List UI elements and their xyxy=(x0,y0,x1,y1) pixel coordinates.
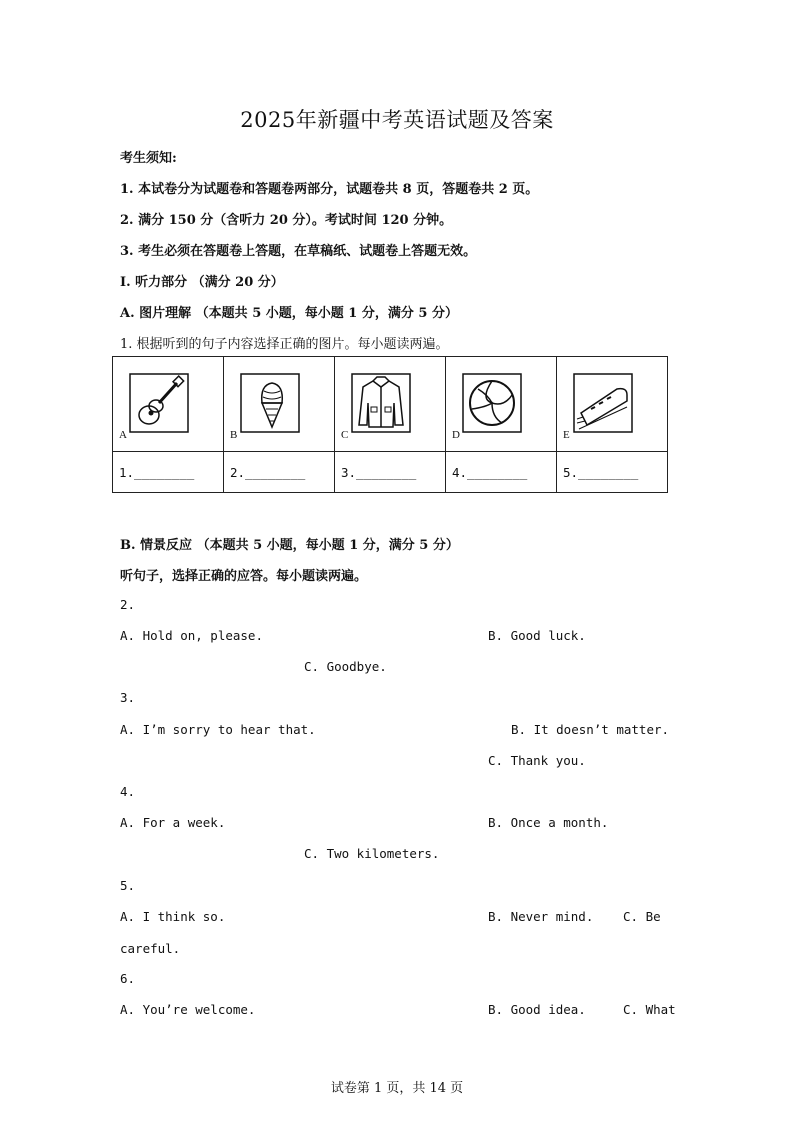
question-number: 4. xyxy=(120,784,136,799)
question-number: 3. xyxy=(120,690,136,705)
notice-item-1: 1. 本试卷分为试题卷和答题卷两部分，试题卷共 8 页，答题卷共 2 页。 xyxy=(120,182,539,197)
answer-blank-label: 1.________ xyxy=(119,464,195,480)
answer-blank-5[interactable] xyxy=(557,452,668,493)
part1-heading: I. 听力部分 （满分 20 分） xyxy=(120,275,284,290)
picture-cell-b xyxy=(224,357,335,452)
section-a-instruction: 1. 根据听到的句子内容选择正确的图片。每小题读两遍。 xyxy=(120,337,449,352)
picture-cell-c xyxy=(335,357,446,452)
page-footer: 试卷第 1 页，共 14 页 xyxy=(330,1081,464,1096)
section-b-instruction: 听句子，选择正确的应答。每小题读两遍。 xyxy=(120,569,368,584)
answer-blank-2[interactable] xyxy=(224,452,335,493)
train-icon xyxy=(573,373,633,433)
picture-cell-d xyxy=(446,357,557,452)
ice-cream-icon xyxy=(240,373,300,433)
picture-letter-b: B xyxy=(230,429,238,441)
question-number: 6. xyxy=(120,971,136,986)
guitar-icon xyxy=(129,373,189,433)
notice-item-2: 2. 满分 150 分（含听力 20 分）。考试时间 120 分钟。 xyxy=(120,213,453,228)
option-b: B. Good luck. xyxy=(488,628,586,643)
option-b: B. It doesn’t matter. xyxy=(511,722,670,737)
option-a: A. I’m sorry to hear that. xyxy=(120,722,316,737)
option-c: C. Thank you. xyxy=(488,753,586,768)
option-b: B. Good idea. xyxy=(488,1002,586,1017)
answer-blank-1[interactable] xyxy=(113,452,224,493)
answer-blank-label: 3.________ xyxy=(341,464,417,480)
question-number: 2. xyxy=(120,597,136,612)
section-a-heading: A. 图片理解 （本题共 5 小题，每小题 1 分，满分 5 分） xyxy=(120,306,458,321)
picture-cell-e xyxy=(557,357,668,452)
notice-heading: 考生须知: xyxy=(120,151,177,166)
option-c: C. What xyxy=(623,1002,676,1017)
jacket-icon xyxy=(351,373,411,433)
option-c: C. Two kilometers. xyxy=(304,846,440,861)
option-b: B. Never mind. xyxy=(488,909,594,924)
picture-letter-e: E xyxy=(563,429,570,441)
option-a: A. Hold on, please. xyxy=(120,628,263,643)
picture-letter-d: D xyxy=(452,429,460,441)
option-c-continued: careful. xyxy=(120,941,181,956)
page-title: 2025年新疆中考英语试题及答案 xyxy=(240,108,554,132)
answer-blank-label: 5.________ xyxy=(563,464,639,480)
question-number: 5. xyxy=(120,878,136,893)
answer-blank-3[interactable] xyxy=(335,452,446,493)
picture-cell-a xyxy=(113,357,224,452)
picture-letter-a: A xyxy=(119,429,127,441)
option-a: A. For a week. xyxy=(120,815,226,830)
answer-blank-label: 4.________ xyxy=(452,464,528,480)
notice-item-3: 3. 考生必须在答题卷上答题，在草稿纸、试题卷上答题无效。 xyxy=(120,244,477,259)
section-b-heading: B. 情景反应 （本题共 5 小题，每小题 1 分，满分 5 分） xyxy=(120,538,459,553)
option-a: A. I think so. xyxy=(120,909,226,924)
answer-blank-4[interactable] xyxy=(446,452,557,493)
option-c: C. Be xyxy=(623,909,661,924)
picture-letter-c: C xyxy=(341,429,349,441)
option-a: A. You’re welcome. xyxy=(120,1002,256,1017)
option-b: B. Once a month. xyxy=(488,815,609,830)
option-c: C. Goodbye. xyxy=(304,659,387,674)
volleyball-icon xyxy=(462,373,522,433)
answer-blank-label: 2.________ xyxy=(230,464,306,480)
picture-table xyxy=(112,356,668,493)
